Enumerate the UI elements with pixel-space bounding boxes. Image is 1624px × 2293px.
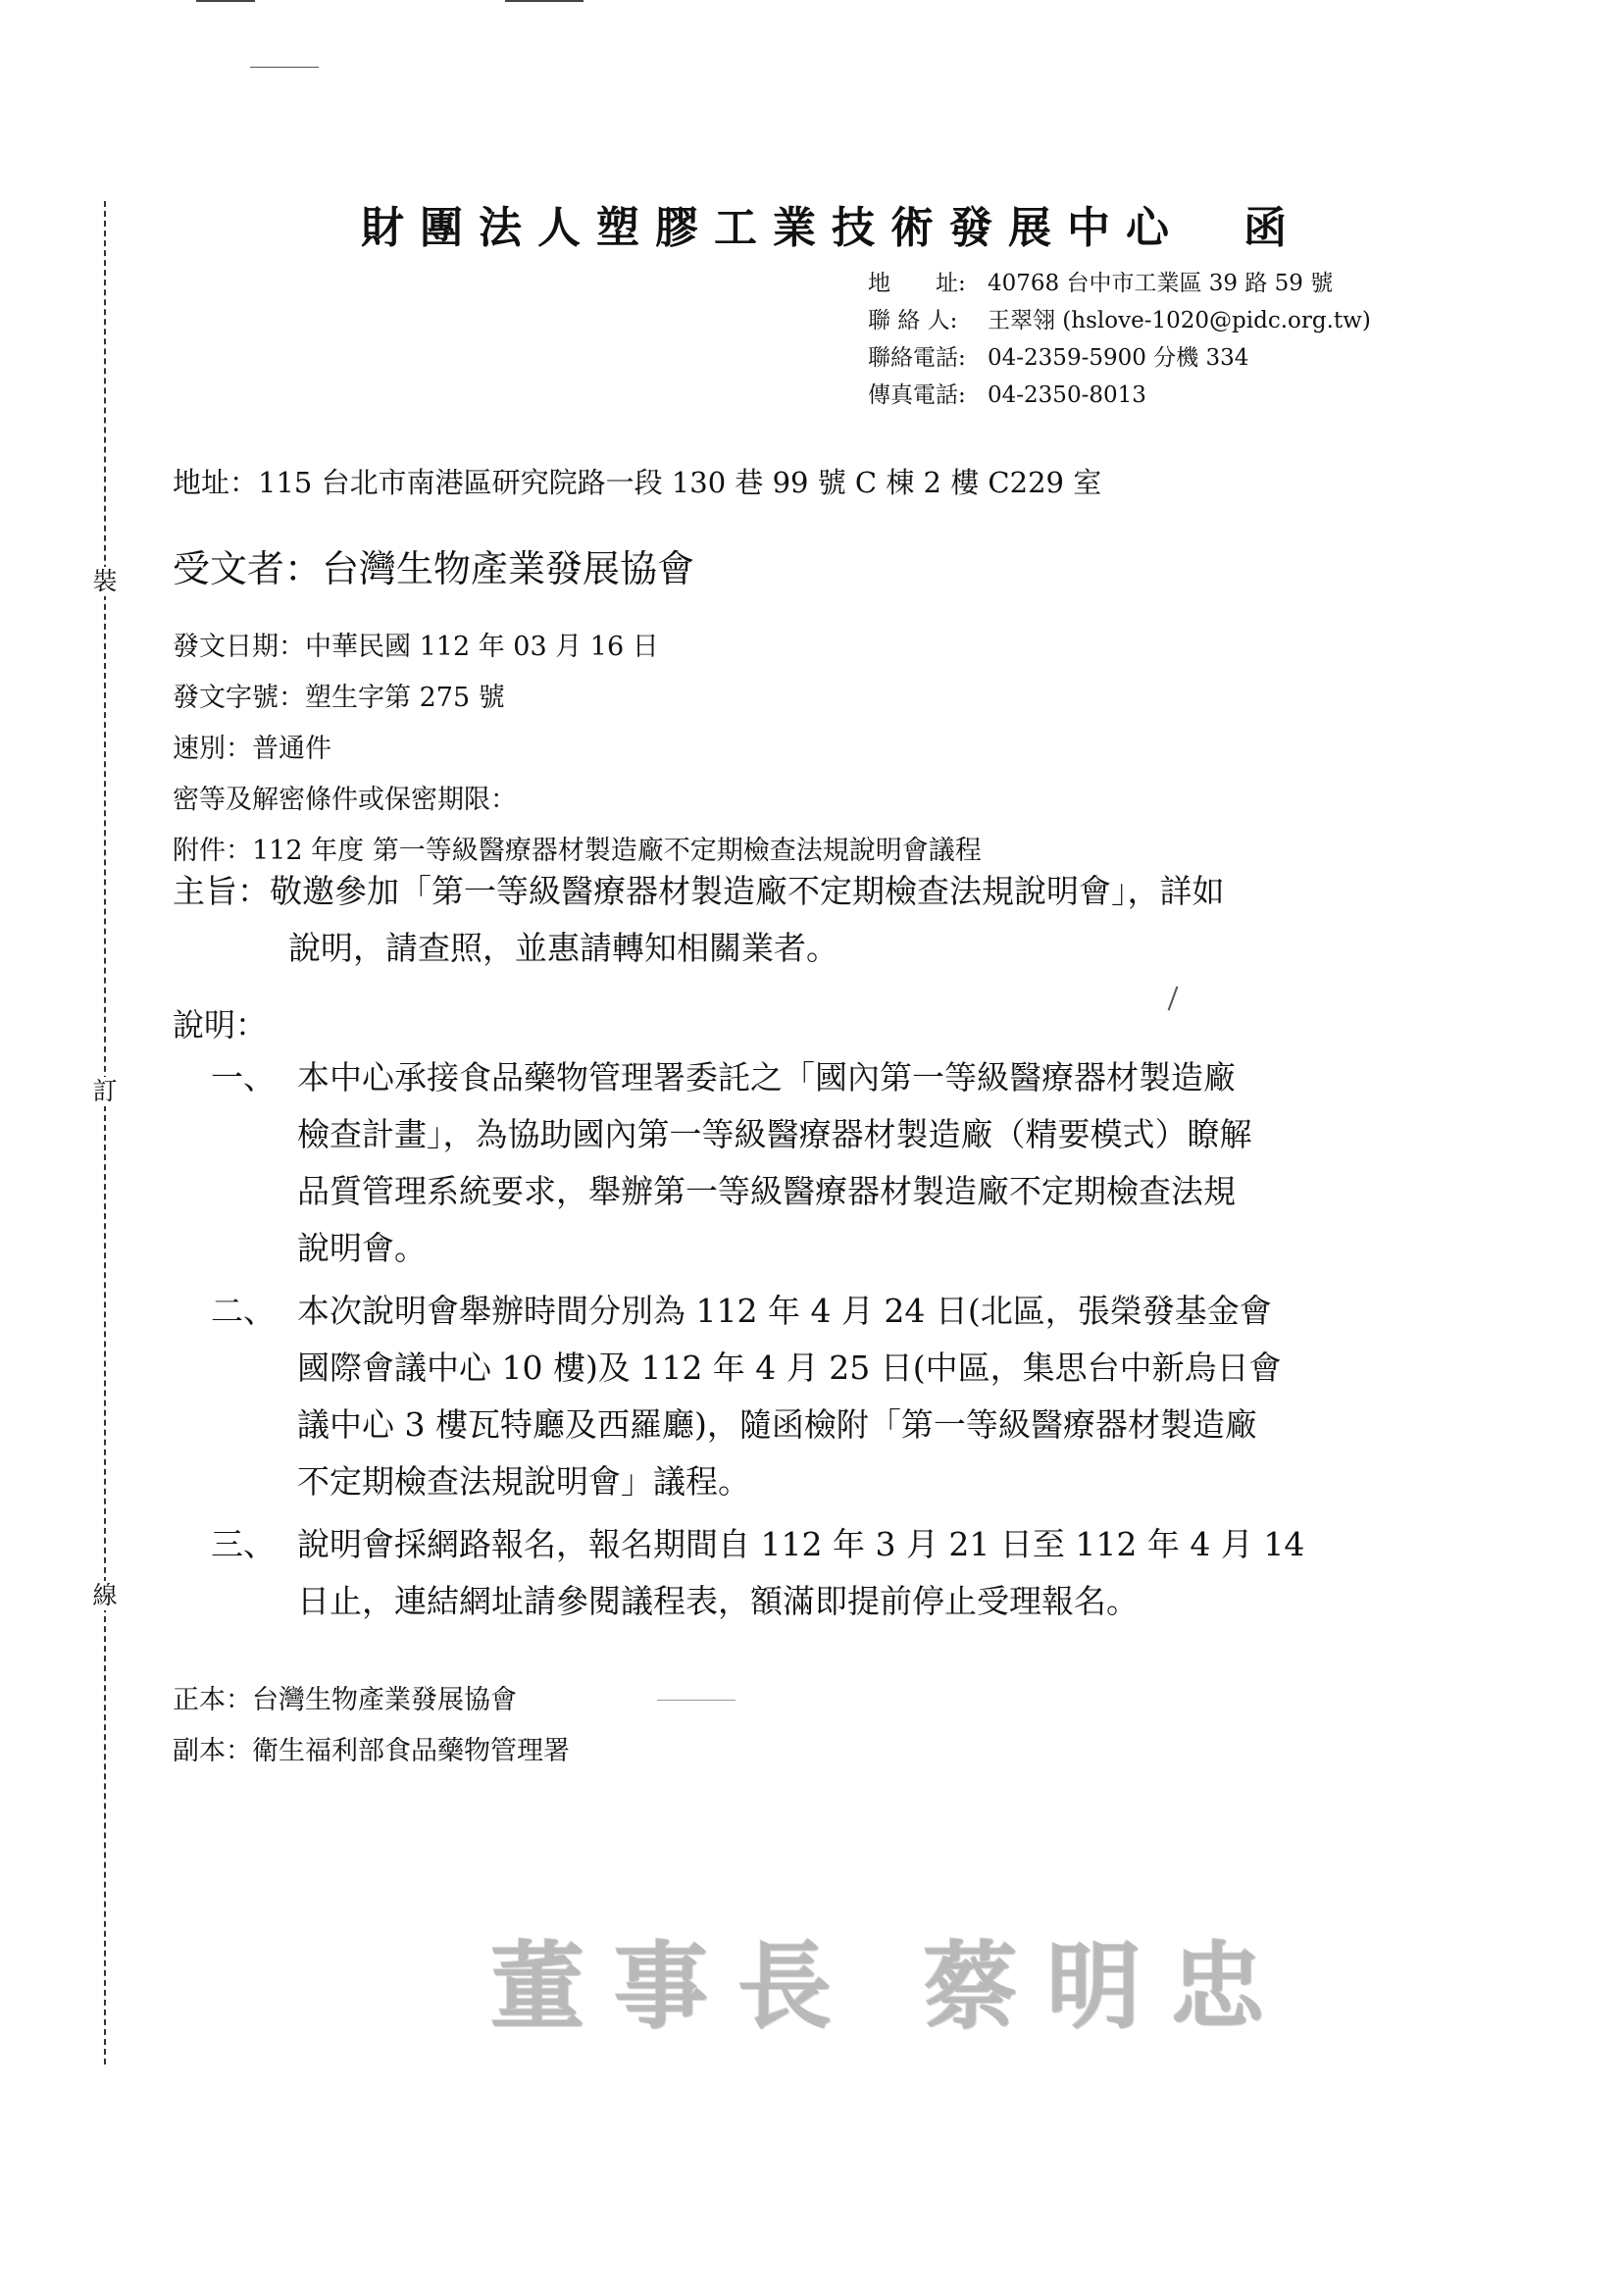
item-text xyxy=(297,1049,1304,1277)
contact-value: 04-2359-5900 分機 334 xyxy=(988,345,1249,371)
document-title: 財團法人塑膠工業技術發展中心 函 xyxy=(361,203,1302,253)
scan-speck xyxy=(657,1700,736,1701)
recipient-address: 地址：115 台北市南港區研究院路一段 130 巷 99 號 C 棟 2 樓 C229 室 xyxy=(173,466,1102,499)
contact-label: 聯 絡 人: xyxy=(868,308,958,333)
item-number: 一、 xyxy=(211,1058,276,1096)
item-line: 說明會採網路報名，報名期間自 112 年 3 月 21 日至 112 年 4 月 14 xyxy=(297,1525,1305,1563)
chairman-signature-stamp: 董事長 蔡明忠 xyxy=(490,1931,1294,2042)
item-line: 檢查計畫」，為協助國內第一等級醫療器材製造廠（精要模式）瞭解 xyxy=(297,1115,1252,1153)
document-number: 發文字號：塑生字第 275 號 xyxy=(173,683,505,713)
item-number: 二、 xyxy=(211,1292,276,1330)
attachment: 附件：112 年度 第一等級醫療器材製造廠不定期檢查法規說明會議程 xyxy=(173,836,982,866)
delivery-speed: 速別：普通件 xyxy=(173,734,331,764)
contact-label: 聯絡電話: xyxy=(868,345,966,371)
binding-char-zhuang: 裝 xyxy=(90,567,120,596)
secrecy-level: 密等及解密條件或保密期限： xyxy=(173,785,517,815)
scan-speck xyxy=(1168,986,1179,1010)
scan-speck xyxy=(250,67,319,68)
binding-line xyxy=(104,201,106,2064)
document-meta xyxy=(173,622,982,877)
explanation-item-1 xyxy=(211,1049,1304,1277)
original-copy: 正本：台灣生物產業發展協會 xyxy=(173,1685,517,1715)
item-line: 本中心承接食品藥物管理署委託之「國內第一等級醫療器材製造廠 xyxy=(297,1058,1236,1096)
contact-label: 地 址: xyxy=(868,271,966,296)
subject-line: 說明，請查照，並惠請轉知相關業者。 xyxy=(288,929,838,967)
duplicate-copy: 副本：衛生福利部食品藥物管理署 xyxy=(173,1736,570,1766)
contact-fax xyxy=(868,377,1371,414)
explanation-list xyxy=(211,1049,1304,1636)
contact-value: 王翠翎 (hslove-1020@pidc.org.tw) xyxy=(988,308,1371,333)
explanation-item-2 xyxy=(211,1283,1304,1510)
contact-label: 傳真電話: xyxy=(868,382,966,408)
item-line: 日止，連結網址請參閱議程表，額滿即提前停止受理報名。 xyxy=(297,1582,1139,1620)
contact-value: 40768 台中市工業區 39 路 59 號 xyxy=(988,271,1334,296)
recipient: 受文者：台灣生物產業發展協會 xyxy=(173,547,695,590)
explanation-heading: 說明： xyxy=(173,1006,268,1044)
binding-char-ding: 訂 xyxy=(90,1077,120,1106)
item-text xyxy=(297,1516,1304,1630)
item-line: 國際會議中心 10 樓)及 112 年 4 月 25 日(中區，集思台中新烏日會 xyxy=(297,1349,1282,1387)
subject-line: 主旨：敬邀參加「第一等級醫療器材製造廠不定期檢查法規說明會」，詳如 xyxy=(173,872,1225,910)
scan-mark xyxy=(196,0,255,2)
subject xyxy=(173,863,1447,977)
item-text xyxy=(297,1283,1304,1510)
contact-address xyxy=(868,265,1371,302)
binding-char-xian: 線 xyxy=(90,1581,120,1610)
item-line: 品質管理系統要求，舉辦第一等級醫療器材製造廠不定期檢查法規 xyxy=(297,1172,1236,1210)
issue-date: 發文日期：中華民國 112 年 03 月 16 日 xyxy=(173,632,659,662)
item-line: 議中心 3 樓瓦特廳及西羅廳)，隨函檢附「第一等級醫療器材製造廠 xyxy=(297,1405,1257,1444)
scan-mark xyxy=(505,0,584,2)
contact-phone xyxy=(868,339,1371,377)
contact-value: 04-2350-8013 xyxy=(988,382,1146,408)
item-line: 不定期檢查法規說明會」議程。 xyxy=(297,1462,750,1501)
sender-contact-block xyxy=(868,265,1371,414)
contact-person xyxy=(868,302,1371,339)
item-line: 說明會。 xyxy=(297,1229,427,1267)
item-line: 本次說明會舉辦時間分別為 112 年 4 月 24 日(北區，張榮發基金會 xyxy=(297,1292,1272,1330)
copies xyxy=(173,1675,570,1777)
explanation-item-3 xyxy=(211,1516,1304,1630)
item-number: 三、 xyxy=(211,1525,276,1563)
